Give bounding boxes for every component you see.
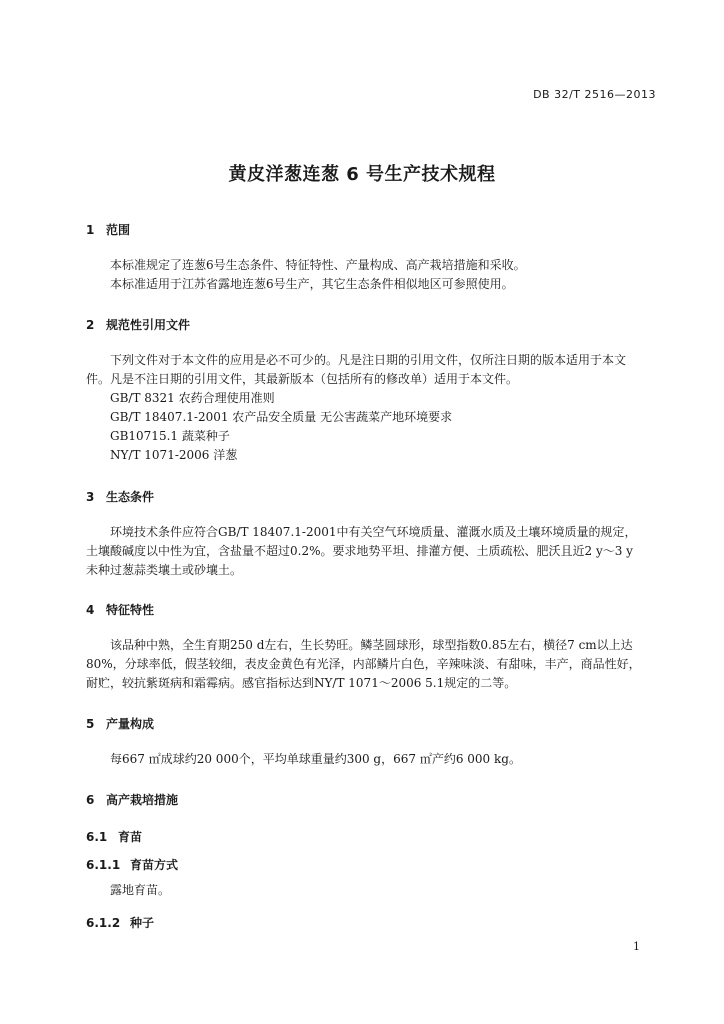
- section-heading-6: [86, 791, 178, 808]
- subsection-heading-6-1-1: [86, 856, 178, 873]
- paragraph-line: 本标准适用于江苏省露地连葱6号生产，其它生态条件相似地区可参照使用。: [110, 277, 514, 291]
- section-heading-4: [86, 601, 154, 618]
- section-title: 特征特性: [106, 603, 155, 617]
- section-heading-3: [86, 488, 154, 505]
- section-title: 范围: [106, 223, 131, 237]
- section-heading-1: [86, 221, 130, 238]
- paragraph-line: 件。凡是不注日期的引用文件，其最新版本（包括所有的修改单）适用于本文件。: [86, 372, 519, 386]
- section-number: 4: [86, 603, 95, 617]
- paragraph-line: 每667 ㎡成球约20 000个，平均单球重量约300 g，667 ㎡产约6 000 kg。: [110, 752, 521, 766]
- page-number: 1: [633, 940, 640, 953]
- section-title: 产量构成: [106, 717, 155, 731]
- section-title: 规范性引用文件: [106, 318, 191, 332]
- section-title: 生态条件: [106, 490, 155, 504]
- section-number: 1: [86, 223, 95, 237]
- subsection-heading-6-1: [86, 828, 142, 845]
- reference-item: GB10715.1 蔬菜种子: [110, 429, 230, 443]
- paragraph-line: 土壤酸碱度以中性为宜，含盐量不超过0.2%。要求地势平坦、排灌方便、土质疏松、肥沃且近2 y～3 y: [86, 544, 633, 558]
- section-title: 种子: [130, 916, 155, 930]
- section-title: 育苗方式: [130, 858, 179, 872]
- paragraph-line: 露地育苗。: [110, 883, 171, 897]
- paragraph-line: 本标准规定了连葱6号生态条件、特征特性、产量构成、高产栽培措施和采收。: [110, 258, 526, 272]
- paragraph-line: 该品种中熟，全生育期250 d左右，生长势旺。鳞茎圆球形，球型指数0.85左右，横径7 cm以上达: [110, 638, 633, 652]
- reference-item: NY/T 1071-2006 洋葱: [110, 448, 238, 462]
- section-number: 6.1.1: [86, 858, 121, 872]
- subsection-heading-6-1-2: [86, 914, 154, 931]
- section-number: 2: [86, 318, 95, 332]
- section-number: 5: [86, 717, 95, 731]
- standard-code: DB 32/T 2516—2013: [533, 88, 656, 101]
- document-title: 黄皮洋葱连葱 6 号生产技术规程: [228, 164, 496, 185]
- section-number: 6.1: [86, 830, 108, 844]
- section-number: 3: [86, 490, 95, 504]
- paragraph-line: 环境技术条件应符合GB/T 18407.1-2001中有关空气环境质量、灌溉水质及土壤环境质量的规定，: [110, 525, 637, 539]
- paragraph-line: 未种过葱蒜类壤土或砂壤土。: [86, 563, 243, 577]
- paragraph-line: 下列文件对于本文件的应用是必不可少的。凡是注日期的引用文件，仅所注日期的版本适用于本文: [110, 353, 627, 367]
- section-title: 高产栽培措施: [106, 793, 179, 807]
- section-heading-2: [86, 316, 190, 333]
- section-number: 6: [86, 793, 95, 807]
- reference-item: GB/T 18407.1-2001 农产品安全质量 无公害蔬菜产地环境要求: [110, 410, 453, 424]
- paragraph-line: 80%，分球率低，假茎较细，表皮金黄色有光泽，内部鳞片白色，辛辣味淡、有甜味，丰产，商品性好，: [86, 657, 641, 671]
- section-title: 育苗: [118, 830, 143, 844]
- paragraph-line: 耐贮，较抗紫斑病和霜霉病。感官指标达到NY/T 1071～2006 5.1规定的二等。: [86, 676, 517, 690]
- reference-item: GB/T 8321 农药合理使用准则: [110, 391, 275, 405]
- section-number: 6.1.2: [86, 916, 121, 930]
- section-heading-5: [86, 715, 154, 732]
